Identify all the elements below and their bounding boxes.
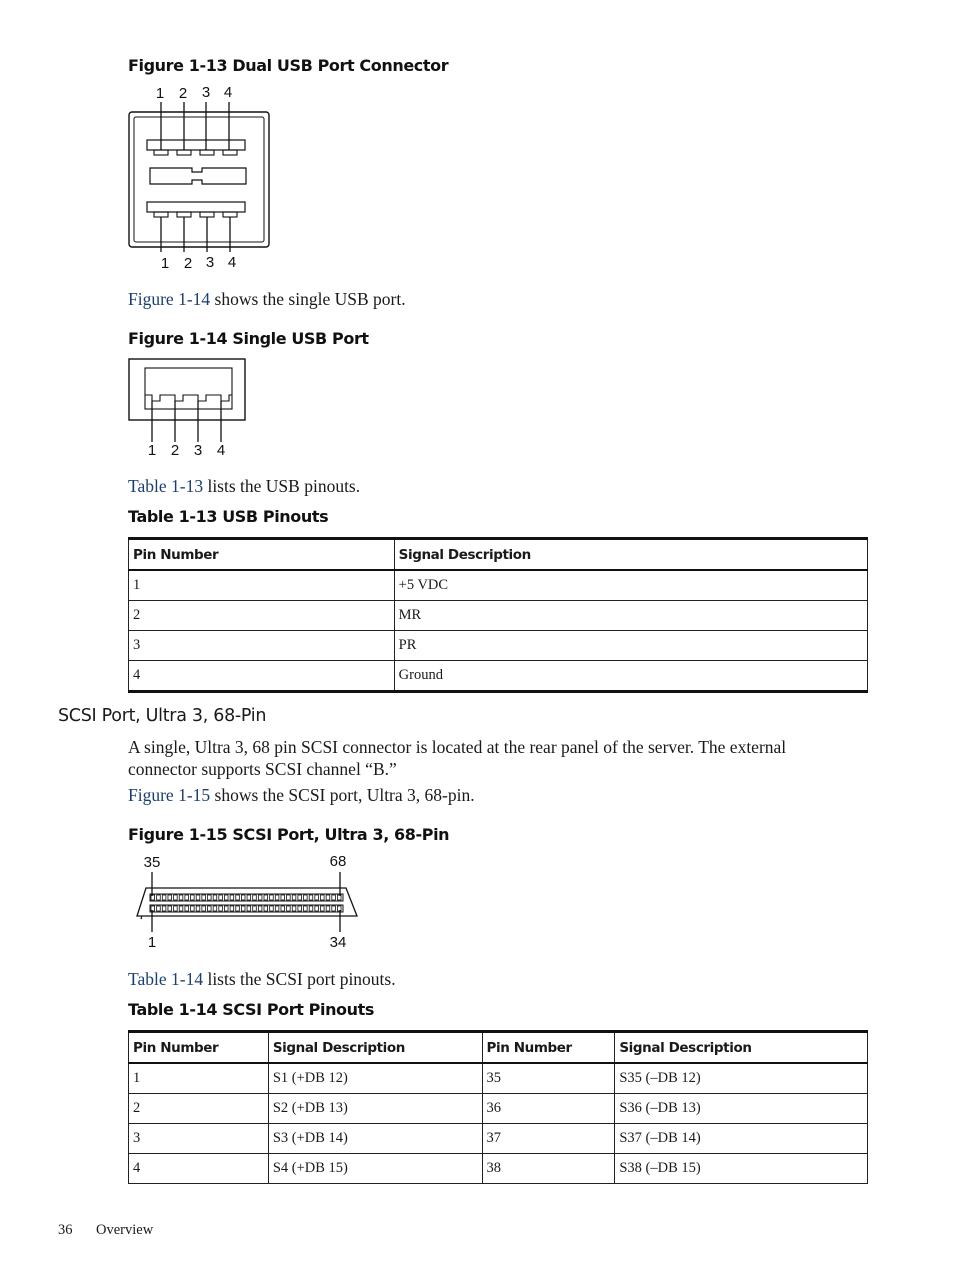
- table-cell: S35 (–DB 12): [615, 1063, 868, 1094]
- scsi-pin: [157, 906, 161, 911]
- table-cell: 3: [129, 1124, 269, 1154]
- scsi-pin: [202, 895, 206, 900]
- figure-1-14-reference-text: shows the single USB port.: [210, 289, 406, 309]
- table-cell: S4 (+DB 15): [268, 1154, 482, 1184]
- scsi-pin: [241, 895, 245, 900]
- scsi-pin: [236, 895, 240, 900]
- scsi-pin: [270, 895, 274, 900]
- scsi-pinouts-table: [128, 1030, 868, 1184]
- dual-usb-bottom-label-1: 1: [160, 255, 170, 272]
- figure-1-15-reference-text: shows the SCSI port, Ultra 3, 68-pin.: [210, 785, 475, 805]
- dual-usb-top-label-2: 2: [178, 85, 188, 102]
- scsi-pin: [298, 906, 302, 911]
- scsi-pin: [196, 906, 200, 911]
- figure-1-15-link[interactable]: Figure 1-15: [128, 785, 211, 805]
- table-header: Pin Number: [129, 1032, 269, 1064]
- scsi-pin: [247, 895, 251, 900]
- table-cell: S2 (+DB 13): [268, 1094, 482, 1124]
- scsi-pin: [321, 906, 325, 911]
- scsi-pin: [309, 906, 313, 911]
- scsi-pin: [315, 895, 319, 900]
- scsi-pin: [224, 895, 228, 900]
- scsi-pin: [304, 895, 308, 900]
- scsi-pin: [179, 895, 183, 900]
- table-cell: +5 VDC: [394, 570, 867, 601]
- dual-usb-bottom-label-2: 2: [183, 255, 193, 272]
- scsi-pin: [219, 895, 223, 900]
- scsi-pin: [281, 895, 285, 900]
- table-cell: S38 (–DB 15): [615, 1154, 868, 1184]
- section-title: SCSI Port, Ultra 3, 68-Pin: [58, 706, 267, 726]
- dual-usb-bottom-label-3: 3: [205, 254, 215, 271]
- table-cell: MR: [394, 601, 867, 631]
- single-usb-label-1: 1: [147, 442, 157, 459]
- table-cell: 37: [482, 1124, 615, 1154]
- table-1-14-reference-paragraph: [128, 968, 396, 990]
- figure-1-14-caption: Figure 1-14 Single USB Port: [128, 329, 369, 348]
- scsi-label-pin-68: 68: [329, 853, 347, 870]
- scsi-pin: [275, 895, 279, 900]
- scsi-pin: [264, 895, 268, 900]
- figure-1-13-caption: Figure 1-13 Dual USB Port Connector: [128, 56, 449, 75]
- table-cell: 1: [129, 1063, 269, 1094]
- table-cell: 2: [129, 1094, 269, 1124]
- scsi-pin: [258, 895, 262, 900]
- dual-usb-top-label-3: 3: [201, 84, 211, 101]
- scsi-pin: [196, 895, 200, 900]
- table-cell: S36 (–DB 13): [615, 1094, 868, 1124]
- table-header: Pin Number: [482, 1032, 615, 1064]
- table-row: [129, 1094, 868, 1124]
- scsi-pin: [174, 906, 178, 911]
- table-cell: S1 (+DB 12): [268, 1063, 482, 1094]
- table-row: [129, 570, 868, 601]
- table-cell: 4: [129, 1154, 269, 1184]
- scsi-pin: [179, 906, 183, 911]
- usb-pinouts-table: [128, 537, 868, 693]
- scsi-pin: [174, 895, 178, 900]
- table-cell: 1: [129, 570, 395, 601]
- table-row: [129, 631, 868, 661]
- table-cell: 36: [482, 1094, 615, 1124]
- figure-1-14-reference-paragraph: [128, 288, 406, 310]
- table-1-13-caption: Table 1-13 USB Pinouts: [128, 507, 329, 526]
- table-cell: S37 (–DB 14): [615, 1124, 868, 1154]
- table-cell: 35: [482, 1063, 615, 1094]
- scsi-pin: [264, 906, 268, 911]
- table-row: [129, 661, 868, 692]
- scsi-pin: [292, 906, 296, 911]
- scsi-pin: [157, 895, 161, 900]
- scsi-pin: [275, 906, 279, 911]
- table-row: [129, 1063, 868, 1094]
- scsi-pin: [213, 895, 217, 900]
- dual-usb-top-label-1: 1: [155, 85, 165, 102]
- scsi-pin: [230, 895, 234, 900]
- scsi-pin: [236, 906, 240, 911]
- scsi-pin: [208, 906, 212, 911]
- scsi-68-pin-connector-diagram: [128, 848, 368, 954]
- table-1-14-caption: Table 1-14 SCSI Port Pinouts: [128, 1000, 375, 1019]
- scsi-pin: [213, 906, 217, 911]
- scsi-pin: [202, 906, 206, 911]
- scsi-pin: [287, 895, 291, 900]
- scsi-pin: [298, 895, 302, 900]
- table-row: [129, 1154, 868, 1184]
- scsi-pin: [321, 895, 325, 900]
- scsi-label-pin-34: 34: [329, 934, 347, 951]
- scsi-pin: [162, 895, 166, 900]
- page-number: 36: [58, 1222, 73, 1238]
- table-row: [129, 1124, 868, 1154]
- scsi-pin: [292, 895, 296, 900]
- figure-1-15-caption: Figure 1-15 SCSI Port, Ultra 3, 68-Pin: [128, 825, 450, 844]
- table-header: Pin Number: [129, 539, 395, 571]
- table-cell: Ground: [394, 661, 867, 692]
- scsi-pin: [230, 906, 234, 911]
- scsi-intro-line-1: A single, Ultra 3, 68 pin SCSI connector is located at the rear panel of the server. The external: [128, 737, 787, 757]
- scsi-label-pin-35: 35: [143, 854, 161, 871]
- scsi-pin: [287, 906, 291, 911]
- scsi-pin: [241, 906, 245, 911]
- scsi-pin: [253, 906, 257, 911]
- scsi-pin: [309, 895, 313, 900]
- table-1-13-reference-text: lists the USB pinouts.: [203, 476, 361, 496]
- dual-usb-top-label-4: 4: [223, 84, 233, 101]
- table-header: Signal Description: [394, 539, 867, 571]
- figure-1-14-link[interactable]: Figure 1-14: [128, 289, 211, 309]
- figure-1-15-reference-paragraph: [128, 784, 475, 806]
- scsi-pin: [332, 906, 336, 911]
- scsi-intro-line-2: connector supports SCSI channel “B.”: [128, 759, 397, 779]
- footer-section-name: Overview: [96, 1222, 154, 1238]
- scsi-pin: [162, 906, 166, 911]
- single-usb-label-3: 3: [193, 442, 203, 459]
- scsi-pin: [315, 906, 319, 911]
- scsi-pin: [326, 906, 330, 911]
- table-cell: PR: [394, 631, 867, 661]
- table-header: Signal Description: [268, 1032, 482, 1064]
- table-cell: 3: [129, 631, 395, 661]
- scsi-pin: [224, 906, 228, 911]
- scsi-pin: [304, 906, 308, 911]
- table-cell: 38: [482, 1154, 615, 1184]
- dual-usb-bottom-label-4: 4: [227, 254, 237, 271]
- dual-usb-connector-diagram: [120, 80, 280, 275]
- scsi-pin: [185, 906, 189, 911]
- scsi-pin: [326, 895, 330, 900]
- table-cell: 2: [129, 601, 395, 631]
- scsi-pin: [168, 895, 172, 900]
- scsi-pin: [258, 906, 262, 911]
- scsi-pin-rows: [150, 894, 343, 912]
- scsi-pin: [253, 895, 257, 900]
- single-usb-label-2: 2: [170, 442, 180, 459]
- table-row: [129, 601, 868, 631]
- scsi-pin: [191, 906, 195, 911]
- scsi-pin: [185, 895, 189, 900]
- scsi-pin: [332, 895, 336, 900]
- table-1-14-link[interactable]: Table 1-14: [128, 969, 204, 989]
- scsi-pin: [191, 895, 195, 900]
- table-1-14-reference-text: lists the SCSI port pinouts.: [203, 969, 396, 989]
- table-1-13-link[interactable]: Table 1-13: [128, 476, 204, 496]
- table-header: Signal Description: [615, 1032, 868, 1064]
- scsi-pin: [208, 895, 212, 900]
- scsi-pin: [281, 906, 285, 911]
- single-usb-port-diagram: [120, 352, 255, 460]
- table-1-13-reference-paragraph: [128, 475, 360, 497]
- scsi-label-pin-1: 1: [147, 934, 157, 951]
- table-cell: 4: [129, 661, 395, 692]
- scsi-pin: [247, 906, 251, 911]
- scsi-pin: [219, 906, 223, 911]
- scsi-pin: [168, 906, 172, 911]
- table-cell: S3 (+DB 14): [268, 1124, 482, 1154]
- scsi-pin: [270, 906, 274, 911]
- single-usb-label-4: 4: [216, 442, 226, 459]
